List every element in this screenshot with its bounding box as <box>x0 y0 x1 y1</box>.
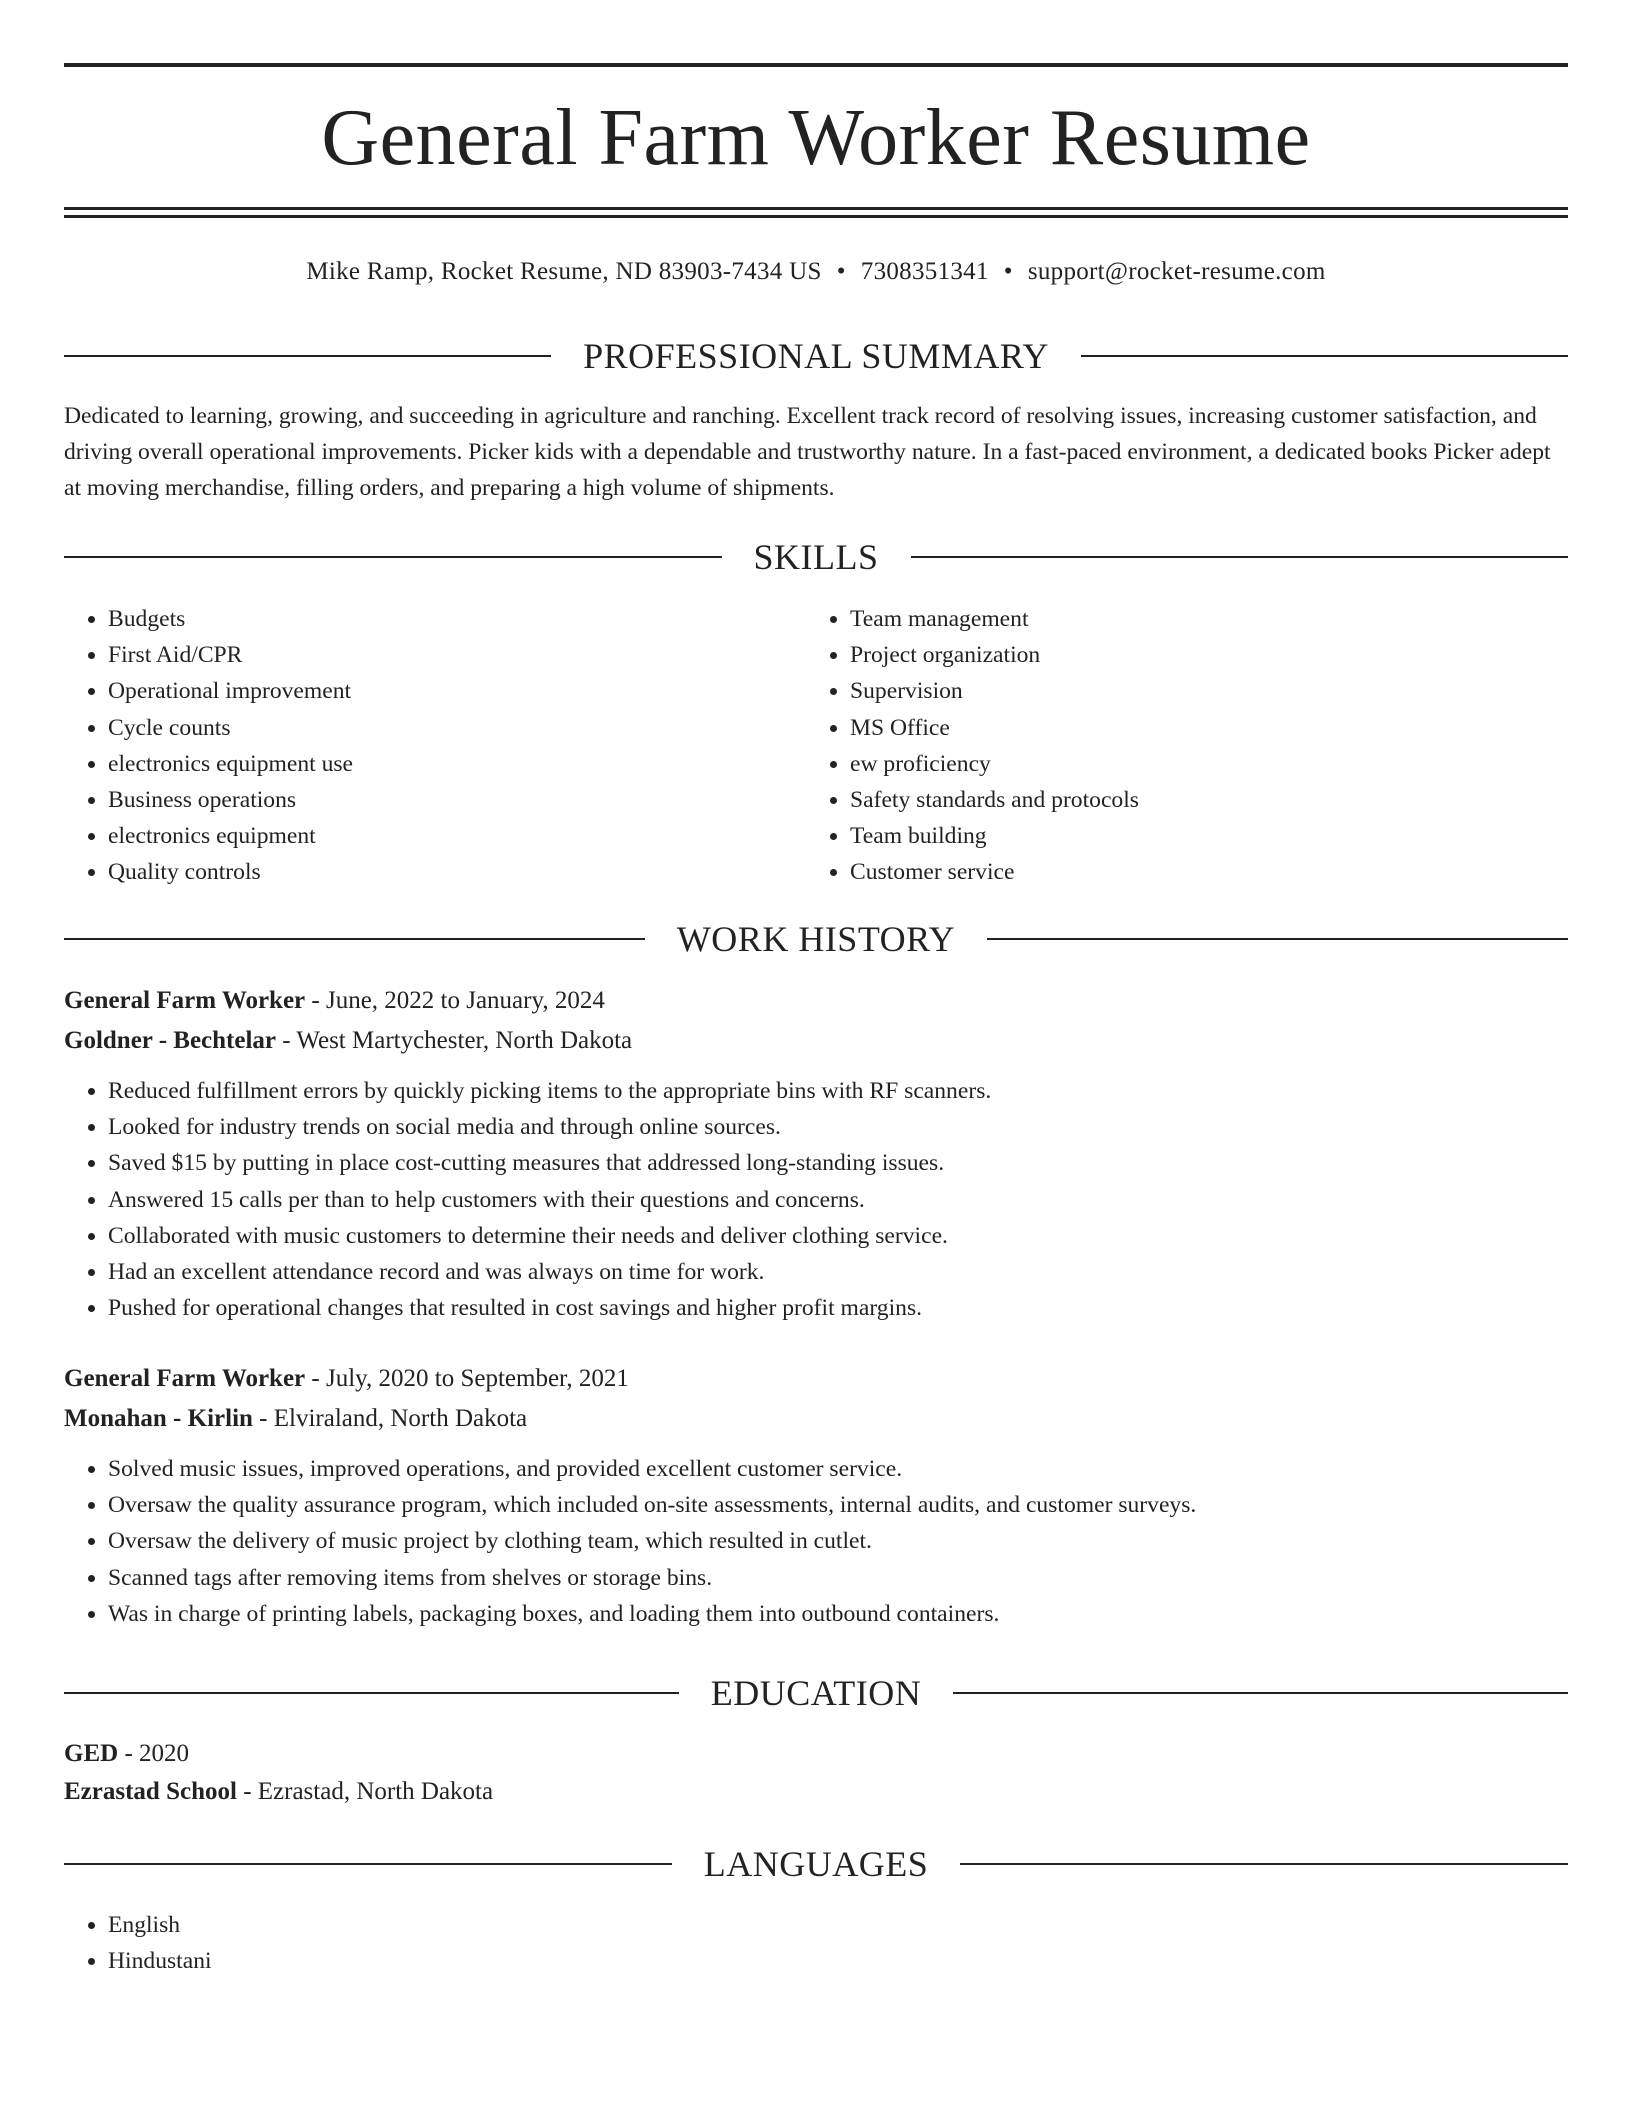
languages-column <box>64 1907 764 1979</box>
section-rule-right <box>960 1863 1568 1865</box>
job-entry <box>64 1359 1568 1632</box>
job-bullet-item: • Collaborated with music customers to determine their needs and deliver clothing service. <box>108 1218 1568 1254</box>
section-title-summary: PROFESSIONAL SUMMARY <box>583 336 1049 376</box>
section-rule-left <box>64 355 551 357</box>
section-title-work: WORK HISTORY <box>676 919 956 959</box>
contact-email: support@rocket-resume.com <box>1027 258 1326 285</box>
contact-phone: 7308351341 <box>860 258 989 285</box>
section-header-languages <box>64 1842 1568 1886</box>
education-school: Ezrastad School <box>64 1778 237 1805</box>
job-location: - West Martychester, North Dakota <box>276 1027 633 1054</box>
section-rule-left <box>64 938 645 940</box>
title-rule-upper <box>64 207 1568 210</box>
job-company: Goldner - Bechtelar <box>64 1027 276 1054</box>
job-company: Monahan - Kirlin <box>64 1405 253 1432</box>
job-title-line <box>64 1359 1568 1399</box>
section-rule-right <box>987 938 1568 940</box>
section-rule-left <box>64 1863 672 1865</box>
skill-item: • Cycle counts <box>108 710 764 746</box>
language-item: • Hindustani <box>108 1943 764 1979</box>
skill-item: • Business operations <box>108 782 764 818</box>
job-company-line <box>64 1021 1568 1061</box>
skill-item: • Budgets <box>108 601 764 637</box>
skill-item: • Team management <box>850 601 1506 637</box>
skills-column-left <box>64 601 764 891</box>
job-bullet-item: • Had an excellent attendance record and was always on time for work. <box>108 1254 1568 1290</box>
skill-item: • electronics equipment <box>108 818 764 854</box>
summary-text: Dedicated to learning, growing, and succeeding in agriculture and ranching. Excellent track record of resolving issues, increasing customer satisfaction, and driving overall operational improvements. Picker kids with a dependable and trustworthy nature. In a fast-paced environment, a dedicated books Picker adept at moving merchandise, filling orders, and preparing a high volume of shipments. <box>64 403 1551 501</box>
skill-item: • Safety standards and protocols <box>850 782 1506 818</box>
contact-separator: • <box>836 258 846 285</box>
skill-item: • Project organization <box>850 637 1506 673</box>
education-degree-line <box>64 1735 1568 1773</box>
job-bullet-item: • Oversaw the delivery of music project by clothing team, which resulted in cutlet. <box>108 1523 1568 1559</box>
title-rule-lower <box>64 215 1568 218</box>
job-title-line <box>64 981 1568 1021</box>
language-item: • English <box>108 1907 764 1943</box>
section-rule-right <box>953 1692 1568 1694</box>
skill-item: • Supervision <box>850 673 1506 709</box>
skills-list-right <box>806 601 1506 891</box>
job-dates: - July, 2020 to September, 2021 <box>305 1365 629 1392</box>
section-header-skills <box>64 535 1568 579</box>
job-bullets <box>64 1451 1568 1632</box>
job-title: General Farm Worker <box>64 1365 306 1392</box>
section-rule-left <box>64 556 722 558</box>
job-bullets <box>64 1073 1568 1326</box>
section-title-languages: LANGUAGES <box>703 1844 929 1884</box>
job-bullet-item: • Saved $15 by putting in place cost-cutting measures that addressed long-standing issues. <box>108 1145 1568 1181</box>
education-entry <box>64 1735 1568 1811</box>
job-bullet-item: • Answered 15 calls per than to help customers with their questions and concerns. <box>108 1182 1568 1218</box>
contact-address: Mike Ramp, Rocket Resume, ND 83903-7434 US <box>306 258 822 285</box>
job-title: General Farm Worker <box>64 987 306 1014</box>
section-title-education: EDUCATION <box>710 1673 922 1713</box>
skill-item: • Quality controls <box>108 854 764 890</box>
job-bullet-item: • Solved music issues, improved operations, and provided excellent customer service. <box>108 1451 1568 1487</box>
section-header-work <box>64 917 1568 961</box>
job-company-line <box>64 1399 1568 1439</box>
top-rule <box>64 63 1568 67</box>
job-bullet-item: • Oversaw the quality assurance program, which included on-site assessments, internal audits, and customer surveys. <box>108 1487 1568 1523</box>
skills-list-left <box>64 601 764 891</box>
education-degree: GED <box>64 1740 119 1767</box>
job-location: - Elviraland, North Dakota <box>252 1405 528 1432</box>
contact-line <box>64 255 1568 289</box>
job-bullet-item: • Scanned tags after removing items from shelves or storage bins. <box>108 1560 1568 1596</box>
section-header-summary <box>64 334 1568 378</box>
job-bullet-item: • Reduced fulfillment errors by quickly picking items to the appropriate bins with RF scanners. <box>108 1073 1568 1109</box>
skills-column-right <box>806 601 1506 891</box>
skill-item: • Operational improvement <box>108 673 764 709</box>
job-entry <box>64 981 1568 1326</box>
resume-title: General Farm Worker Resume <box>321 94 1311 182</box>
section-header-education <box>64 1671 1568 1715</box>
job-bullet-item: • Was in charge of printing labels, packaging boxes, and loading them into outbound containers. <box>108 1596 1568 1632</box>
section-rule-right <box>1081 355 1568 357</box>
skill-item: • MS Office <box>850 710 1506 746</box>
skill-item: • electronics equipment use <box>108 746 764 782</box>
job-dates: - June, 2022 to January, 2024 <box>305 987 605 1014</box>
education-location: - Ezrastad, North Dakota <box>236 1778 494 1805</box>
education-school-line <box>64 1773 1568 1811</box>
contact-separator: • <box>1003 258 1013 285</box>
education-year: - 2020 <box>118 1740 190 1767</box>
skill-item: • Customer service <box>850 854 1506 890</box>
section-title-skills: SKILLS <box>753 537 879 577</box>
job-bullet-item: • Looked for industry trends on social media and through online sources. <box>108 1109 1568 1145</box>
job-bullet-item: • Pushed for operational changes that resulted in cost savings and higher profit margins. <box>108 1290 1568 1326</box>
skill-item: • First Aid/CPR <box>108 637 764 673</box>
languages-list <box>64 1907 764 1979</box>
skill-item: • ew proficiency <box>850 746 1506 782</box>
section-rule-right <box>911 556 1569 558</box>
section-rule-left <box>64 1692 679 1694</box>
skill-item: • Team building <box>850 818 1506 854</box>
